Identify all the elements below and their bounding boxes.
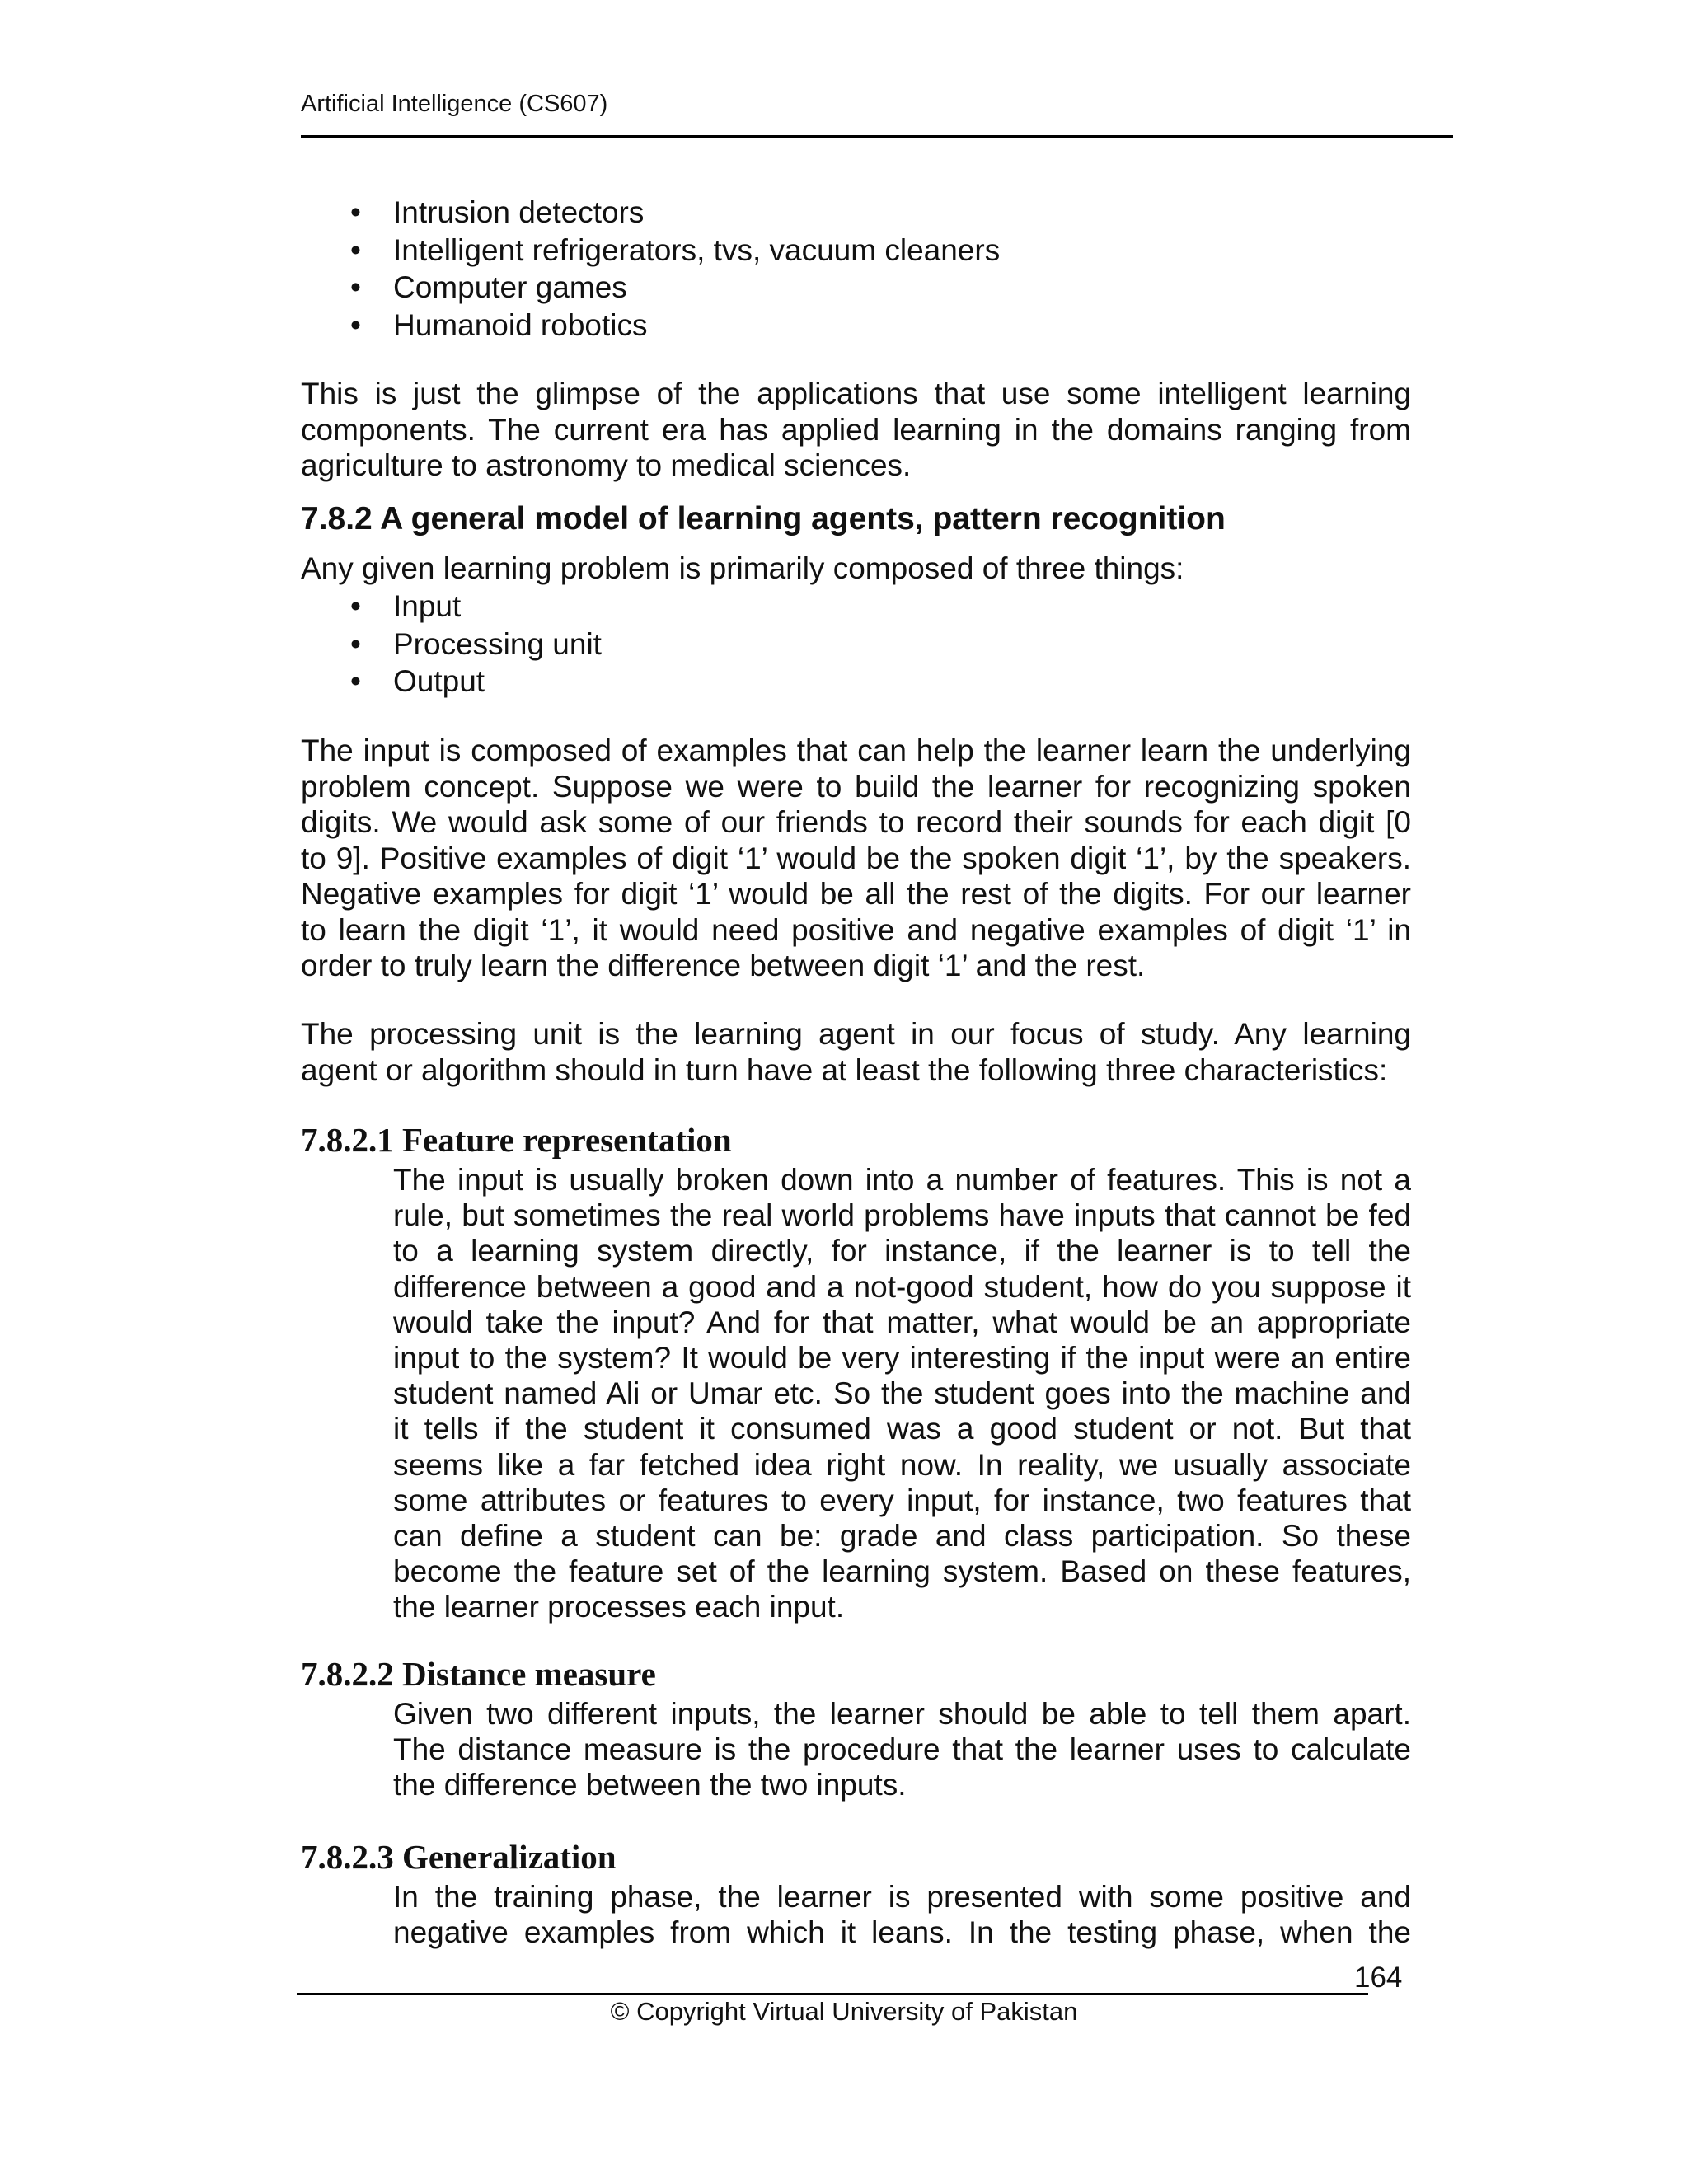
generalization-text: In the training phase, the learner is presented with some positive and negative examples from which it leans. In the testing phase, when the [393,1880,1411,1950]
subsection-heading-generalization: 7.8.2.3 Generalization [301,1838,617,1876]
subsection-heading-feature-representation: 7.8.2.1 Feature representation [301,1121,732,1159]
components-list [301,588,1411,701]
bullet-icon: • [350,626,361,661]
bullet-icon: • [350,232,361,267]
list-item: • Humanoid robotics [301,307,1411,344]
distance-measure-text: Given two different inputs, the learner should be able to tell them apart. The distance measure is the procedure that the learner uses to calculate the difference between the two inputs. [393,1697,1411,1802]
footer-divider [297,1993,1368,1995]
bullet-icon: • [350,195,361,229]
copyright-notice: © Copyright Virtual University of Pakistan [610,1997,1078,2026]
feature-representation-text: The input is usually broken down into a number of features. This is not a rule, but sometimes the real world problems have inputs that cannot be fed to a learning system directly, for instance, if the learner is to tell the difference between a good and a not-good student, how do you suppose it would take the input? And for that matter, what would be an appropriate input to the system? It would be very interesting if the input were an entire student named Ali or Umar etc. So the student goes into the machine and it tells if the student it consumed was a good student or not. But that seems like a far fetched idea right now. In reality, we usually associate some attributes or features to every input, for instance, two features that can define a student can be: grade and class participation. So these become the feature set of the learning system. Based on these features, the learner processes each input. [393,1163,1411,1624]
intro-paragraph: This is just the glimpse of the applications that use some intelligent learning components. The current era has applied learning in the domains ranging from agriculture to astronomy to medical sciences. [301,377,1411,482]
list-item: • Processing unit [301,626,1411,663]
page-number: 164 [1354,1961,1403,1994]
applications-list [301,194,1411,344]
header-divider [301,135,1453,138]
list-item: • Computer games [301,269,1411,307]
section-heading-7-8-2: 7.8.2 A general model of learning agents, pattern recognition [301,501,1226,537]
section-lead: Any given learning problem is primarily composed of three things: [301,551,1184,585]
processing-paragraph: The processing unit is the learning agent in our focus of study. Any learning agent or algorithm should in turn have at least the following three characteristics: [301,1017,1411,1087]
subsection-heading-distance-measure: 7.8.2.2 Distance measure [301,1655,656,1693]
running-header: Artificial Intelligence (CS607) [301,91,608,117]
bullet-icon: • [350,664,361,698]
list-item: • Intrusion detectors [301,194,1411,232]
bullet-icon: • [350,589,361,623]
input-paragraph: The input is composed of examples that can help the learner learn the underlying problem concept. Suppose we were to build the learner for recognizing spoken digits. We would ask some of our friends to record their sounds for each digit [0 to 9]. Positive examples of digit ‘1’ would be the spoken digit ‘1’, by the speakers. Negative examples for digit ‘1’ would be all the rest of the digits. For our learner to learn the digit ‘1’, it would need positive and negative examples of digit ‘1’ in order to truly learn the difference between digit ‘1’ and the rest. [301,733,1411,982]
bullet-icon: • [350,307,361,342]
bullet-icon: • [350,270,361,304]
list-item: • Input [301,588,1411,626]
list-item: • Intelligent refrigerators, tvs, vacuum cleaners [301,232,1411,269]
list-item: • Output [301,663,1411,701]
